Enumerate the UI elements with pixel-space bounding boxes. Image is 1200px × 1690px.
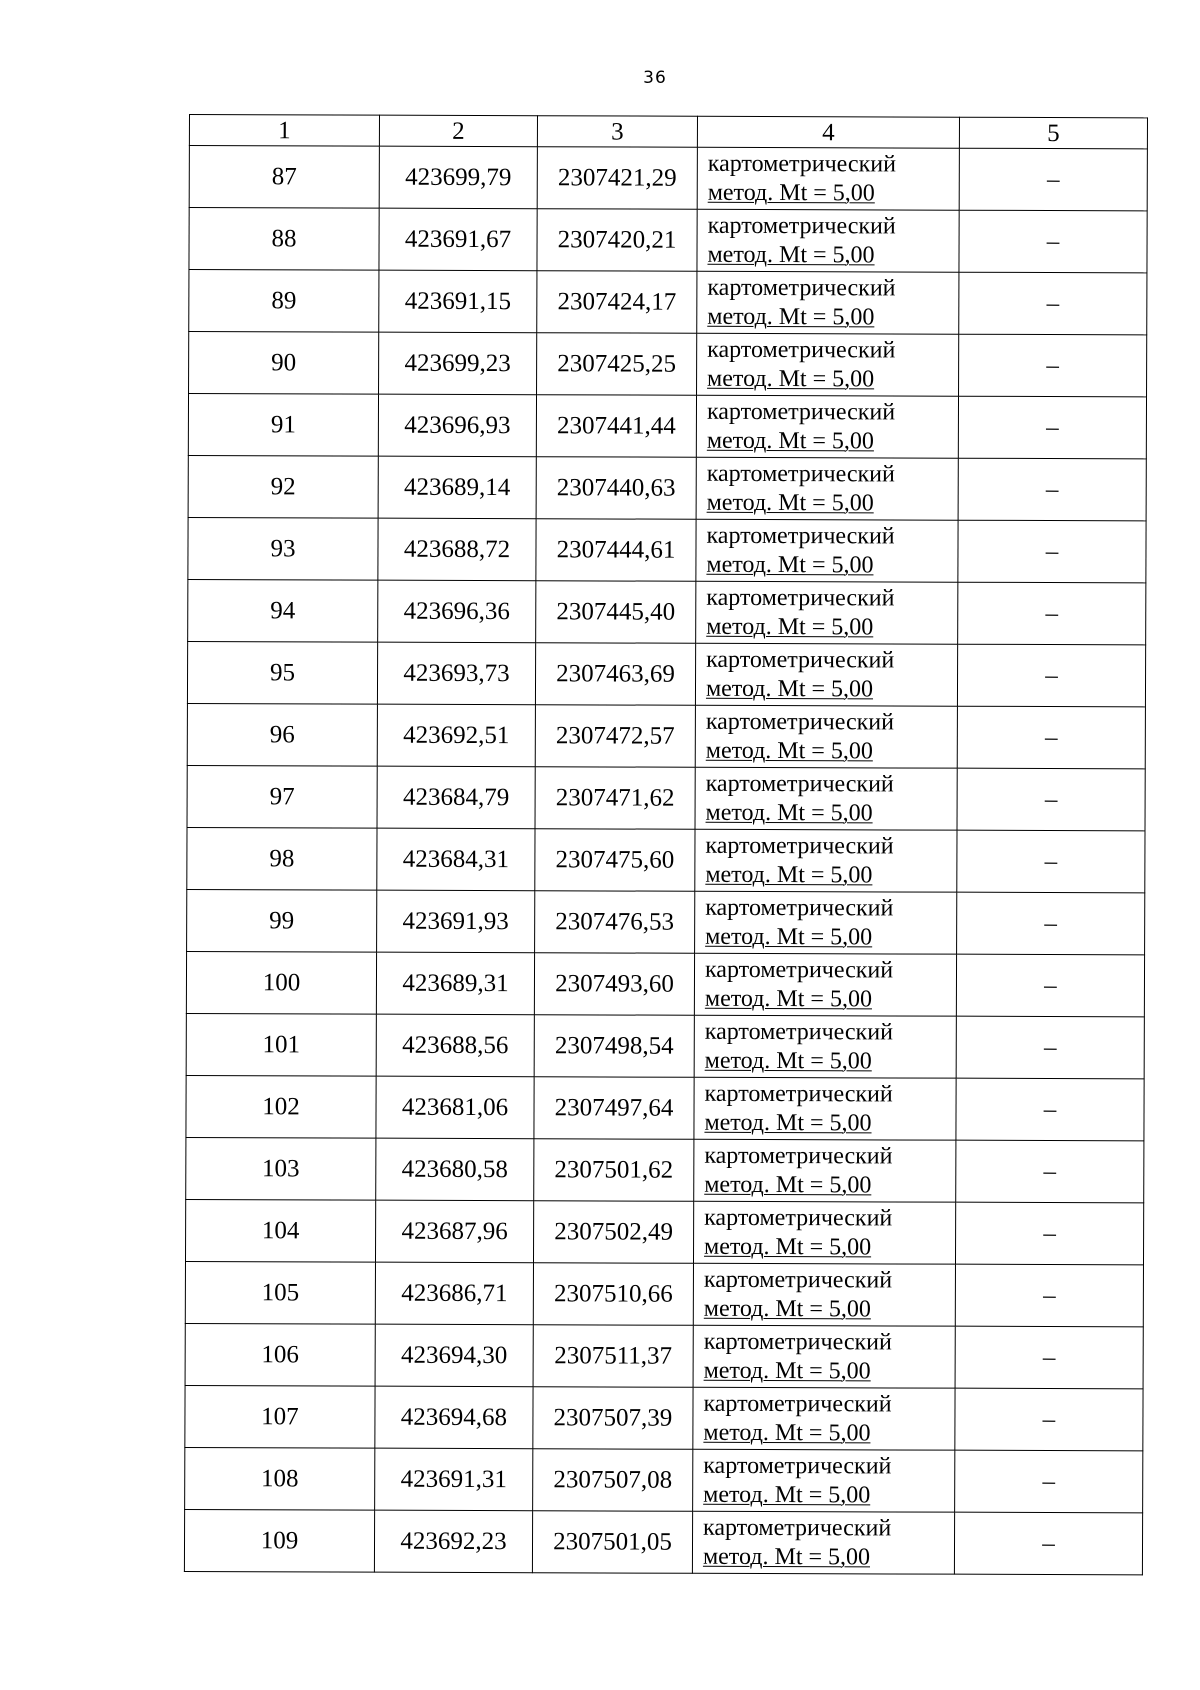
coord-x: 423692,23 bbox=[374, 1510, 532, 1573]
coord-y: 2307445,40 bbox=[536, 581, 696, 644]
method-name: картометрический bbox=[706, 460, 895, 487]
note-cell: – bbox=[956, 1016, 1144, 1079]
method-accuracy bbox=[705, 860, 956, 890]
method-accuracy-text: метод. Mt = 5,00 bbox=[705, 737, 873, 764]
point-number: 99 bbox=[187, 889, 377, 952]
header-col-2: 2 bbox=[379, 115, 537, 147]
note-cell: – bbox=[957, 892, 1145, 955]
method-cell bbox=[692, 1511, 954, 1574]
coord-x: 423696,36 bbox=[378, 580, 536, 643]
coord-y: 2307424,17 bbox=[537, 271, 697, 334]
method-cell bbox=[695, 891, 957, 954]
method-accuracy-text: метод. Mt = 5,00 bbox=[704, 985, 873, 1012]
coord-x: 423689,31 bbox=[376, 952, 534, 1015]
point-number: 94 bbox=[188, 579, 378, 642]
method-accuracy-text: метод. Mt = 5,00 bbox=[703, 1295, 871, 1322]
table-row bbox=[185, 1323, 1143, 1388]
table-row bbox=[189, 208, 1147, 273]
table-row bbox=[187, 703, 1145, 768]
note-cell: – bbox=[956, 1140, 1144, 1203]
table-row bbox=[187, 641, 1145, 706]
coord-y: 2307497,64 bbox=[534, 1077, 694, 1140]
method-accuracy bbox=[708, 178, 959, 208]
coord-x: 423691,15 bbox=[379, 270, 537, 333]
note-cell: – bbox=[959, 272, 1147, 335]
coord-y: 2307493,60 bbox=[534, 953, 694, 1016]
method-cell bbox=[694, 1015, 956, 1078]
point-number: 89 bbox=[189, 270, 379, 333]
point-number: 87 bbox=[189, 146, 379, 209]
method-cell bbox=[693, 1201, 955, 1264]
method-name: картометрический bbox=[704, 1080, 893, 1107]
method-name: картометрический bbox=[707, 274, 896, 301]
method-accuracy bbox=[705, 1046, 956, 1076]
table-row bbox=[188, 517, 1146, 582]
point-number: 106 bbox=[185, 1323, 375, 1386]
coord-y: 2307501,05 bbox=[532, 1511, 692, 1574]
coord-y: 2307475,60 bbox=[535, 829, 695, 892]
note-cell: – bbox=[958, 582, 1146, 645]
coord-x: 423680,58 bbox=[376, 1138, 534, 1201]
coord-x: 423692,51 bbox=[377, 704, 535, 767]
header-row bbox=[189, 115, 1147, 149]
coord-x: 423699,79 bbox=[379, 146, 537, 209]
header-col-3: 3 bbox=[537, 116, 697, 148]
note-cell: – bbox=[959, 334, 1147, 397]
method-accuracy-text: метод. Mt = 5,00 bbox=[707, 241, 875, 268]
coord-x: 423684,79 bbox=[377, 766, 535, 829]
coord-y: 2307463,69 bbox=[535, 643, 695, 706]
method-accuracy bbox=[706, 736, 957, 766]
note-cell: – bbox=[958, 396, 1146, 459]
method-name: картометрический bbox=[705, 894, 894, 921]
method-name: картометрический bbox=[706, 646, 895, 673]
note-cell: – bbox=[957, 830, 1145, 893]
table-row bbox=[186, 1075, 1144, 1140]
point-number: 109 bbox=[184, 1509, 374, 1572]
method-cell bbox=[695, 643, 957, 706]
method-accuracy bbox=[703, 1418, 954, 1448]
method-name: картометрический bbox=[703, 1390, 892, 1417]
method-cell bbox=[696, 581, 958, 644]
method-accuracy-text: метод. Mt = 5,00 bbox=[707, 179, 875, 206]
coordinates-table bbox=[184, 114, 1148, 1575]
method-accuracy bbox=[703, 1480, 954, 1510]
point-number: 90 bbox=[189, 332, 379, 395]
note-cell: – bbox=[956, 1078, 1144, 1141]
method-accuracy-text: метод. Mt = 5,00 bbox=[702, 1543, 871, 1570]
note-cell: – bbox=[958, 520, 1146, 583]
method-cell bbox=[697, 147, 959, 210]
method-accuracy bbox=[704, 1108, 955, 1138]
method-name: картометрический bbox=[704, 1018, 893, 1045]
coord-x: 423694,30 bbox=[375, 1324, 533, 1387]
method-accuracy-text: метод. Mt = 5,00 bbox=[706, 613, 874, 640]
table-row bbox=[185, 1261, 1143, 1326]
table-row bbox=[189, 270, 1147, 335]
method-accuracy bbox=[706, 612, 957, 642]
point-number: 92 bbox=[188, 455, 378, 518]
point-number: 96 bbox=[187, 703, 377, 766]
method-name: картометрический bbox=[703, 1514, 892, 1541]
method-name: картометрический bbox=[704, 1204, 893, 1231]
method-name: картометрический bbox=[705, 770, 894, 797]
method-accuracy bbox=[705, 984, 956, 1014]
note-cell: – bbox=[957, 706, 1145, 769]
coord-y: 2307507,39 bbox=[533, 1387, 693, 1450]
header-col-4: 4 bbox=[697, 116, 959, 148]
method-accuracy-text: метод. Mt = 5,00 bbox=[703, 1357, 871, 1384]
method-accuracy-text: метод. Mt = 5,00 bbox=[706, 551, 874, 578]
table-row bbox=[185, 1385, 1143, 1450]
method-accuracy-text: метод. Mt = 5,00 bbox=[703, 1419, 871, 1446]
table-row bbox=[189, 146, 1147, 211]
point-number: 91 bbox=[188, 394, 378, 457]
method-name: картометрический bbox=[704, 1142, 893, 1169]
coord-y: 2307498,54 bbox=[534, 1015, 694, 1078]
coord-x: 423688,72 bbox=[378, 518, 536, 581]
coord-y: 2307441,44 bbox=[536, 395, 696, 458]
method-cell bbox=[695, 767, 957, 830]
method-name: картометрический bbox=[703, 1328, 892, 1355]
method-name: картометрический bbox=[707, 212, 896, 239]
point-number: 103 bbox=[186, 1137, 376, 1200]
method-accuracy-text: метод. Mt = 5,00 bbox=[706, 489, 874, 516]
point-number: 100 bbox=[186, 951, 376, 1014]
table-row bbox=[188, 394, 1146, 459]
method-name: картометрический bbox=[706, 398, 896, 425]
coord-y: 2307471,62 bbox=[535, 767, 695, 830]
coord-y: 2307420,21 bbox=[537, 209, 697, 272]
method-accuracy-text: метод. Mt = 5,00 bbox=[703, 1481, 871, 1508]
method-name: картометрический bbox=[703, 1452, 892, 1479]
method-cell bbox=[696, 457, 958, 520]
method-cell bbox=[694, 1077, 956, 1140]
table-row bbox=[186, 1137, 1144, 1202]
note-cell: – bbox=[957, 644, 1145, 707]
coord-x: 423693,73 bbox=[377, 642, 535, 705]
method-cell bbox=[695, 705, 957, 768]
coord-x: 423699,23 bbox=[379, 332, 537, 395]
method-name: картометрический bbox=[706, 522, 895, 549]
note-cell: – bbox=[955, 1264, 1143, 1327]
method-accuracy-text: метод. Mt = 5,00 bbox=[705, 861, 873, 888]
table-row bbox=[189, 332, 1147, 397]
coord-y: 2307502,49 bbox=[533, 1201, 693, 1264]
method-name: картометрический bbox=[705, 708, 895, 735]
coord-x: 423691,93 bbox=[377, 890, 535, 953]
method-cell bbox=[695, 829, 957, 892]
method-accuracy bbox=[705, 922, 956, 952]
coord-x: 423687,96 bbox=[375, 1200, 533, 1263]
method-accuracy-text: метод. Mt = 5,00 bbox=[704, 1047, 872, 1074]
method-accuracy bbox=[707, 488, 958, 518]
method-accuracy bbox=[706, 550, 957, 580]
coord-y: 2307507,08 bbox=[533, 1449, 693, 1512]
note-cell: – bbox=[956, 954, 1144, 1017]
point-number: 105 bbox=[185, 1261, 375, 1324]
method-cell bbox=[697, 333, 959, 396]
table-body bbox=[184, 146, 1147, 1575]
table-row bbox=[185, 1199, 1143, 1264]
point-number: 104 bbox=[185, 1199, 375, 1262]
method-accuracy-text: метод. Mt = 5,00 bbox=[707, 365, 875, 392]
point-number: 97 bbox=[187, 765, 377, 828]
table-row bbox=[184, 1509, 1142, 1574]
note-cell: – bbox=[955, 1388, 1143, 1451]
method-cell bbox=[694, 953, 956, 1016]
coord-x: 423694,68 bbox=[375, 1386, 533, 1449]
method-accuracy-text: метод. Mt = 5,00 bbox=[706, 427, 874, 454]
method-accuracy-text: метод. Mt = 5,00 bbox=[704, 1233, 872, 1260]
page-number: 36 bbox=[643, 68, 667, 88]
point-number: 93 bbox=[188, 517, 378, 580]
method-name: картометрический bbox=[704, 956, 894, 983]
note-cell: – bbox=[954, 1512, 1142, 1575]
table-row bbox=[187, 827, 1145, 892]
note-cell: – bbox=[955, 1202, 1143, 1265]
coord-y: 2307511,37 bbox=[533, 1325, 693, 1388]
coord-y: 2307421,29 bbox=[537, 147, 697, 210]
table-header bbox=[189, 115, 1147, 149]
method-cell bbox=[693, 1387, 955, 1450]
method-accuracy bbox=[707, 364, 958, 394]
coord-x: 423696,93 bbox=[378, 394, 536, 457]
point-number: 108 bbox=[185, 1447, 375, 1510]
note-cell: – bbox=[955, 1326, 1143, 1389]
method-accuracy-text: метод. Mt = 5,00 bbox=[707, 303, 875, 330]
coord-y: 2307425,25 bbox=[537, 333, 697, 396]
note-cell: – bbox=[959, 210, 1147, 273]
note-cell: – bbox=[958, 458, 1146, 521]
method-name: картометрический bbox=[705, 832, 894, 859]
note-cell: – bbox=[957, 768, 1145, 831]
coord-x: 423689,14 bbox=[378, 456, 536, 519]
method-accuracy bbox=[707, 426, 958, 456]
coord-y: 2307510,66 bbox=[533, 1263, 693, 1326]
method-accuracy bbox=[704, 1356, 955, 1386]
point-number: 101 bbox=[186, 1013, 376, 1076]
table-row bbox=[186, 951, 1144, 1016]
method-cell bbox=[697, 271, 959, 334]
method-accuracy-text: метод. Mt = 5,00 bbox=[705, 675, 874, 702]
method-cell bbox=[693, 1325, 955, 1388]
method-accuracy bbox=[706, 674, 957, 704]
method-accuracy-text: метод. Mt = 5,00 bbox=[704, 1109, 872, 1136]
method-name: картометрический bbox=[707, 336, 896, 363]
method-cell bbox=[693, 1449, 955, 1512]
method-cell bbox=[693, 1263, 955, 1326]
coord-x: 423688,56 bbox=[376, 1014, 534, 1077]
coord-x: 423691,67 bbox=[379, 208, 537, 271]
method-accuracy bbox=[707, 240, 958, 270]
header-col-1: 1 bbox=[189, 115, 379, 147]
coord-y: 2307440,63 bbox=[536, 457, 696, 520]
table-row bbox=[187, 889, 1145, 954]
coord-y: 2307472,57 bbox=[535, 705, 695, 768]
coord-x: 423691,31 bbox=[375, 1448, 533, 1511]
method-accuracy-text: метод. Mt = 5,00 bbox=[705, 799, 873, 826]
header-col-5: 5 bbox=[959, 117, 1147, 149]
table-row bbox=[188, 455, 1146, 520]
method-cell bbox=[697, 209, 959, 272]
coord-y: 2307501,62 bbox=[534, 1139, 694, 1202]
point-number: 102 bbox=[186, 1075, 376, 1138]
coord-x: 423686,71 bbox=[375, 1262, 533, 1325]
table-row bbox=[185, 1447, 1143, 1512]
point-number: 95 bbox=[187, 641, 377, 704]
table-row bbox=[188, 579, 1146, 644]
method-cell bbox=[694, 1139, 956, 1202]
point-number: 98 bbox=[187, 827, 377, 890]
table-row bbox=[186, 1013, 1144, 1078]
table-row bbox=[187, 765, 1145, 830]
method-cell bbox=[696, 519, 958, 582]
point-number: 107 bbox=[185, 1385, 375, 1448]
method-accuracy bbox=[703, 1542, 954, 1572]
note-cell: – bbox=[959, 148, 1147, 211]
method-accuracy bbox=[704, 1170, 955, 1200]
method-accuracy bbox=[704, 1232, 955, 1262]
method-name: картометрический bbox=[707, 150, 897, 177]
coord-x: 423684,31 bbox=[377, 828, 535, 891]
note-cell: – bbox=[955, 1450, 1143, 1513]
method-accuracy bbox=[707, 302, 958, 332]
point-number: 88 bbox=[189, 208, 379, 271]
method-accuracy bbox=[704, 1294, 955, 1324]
method-cell bbox=[696, 395, 958, 458]
method-accuracy bbox=[706, 798, 957, 828]
method-accuracy-text: метод. Mt = 5,00 bbox=[705, 923, 873, 950]
method-name: картометрический bbox=[703, 1266, 893, 1293]
method-accuracy-text: метод. Mt = 5,00 bbox=[704, 1171, 872, 1198]
coord-x: 423681,06 bbox=[376, 1076, 534, 1139]
method-name: картометрический bbox=[706, 584, 895, 611]
coord-y: 2307476,53 bbox=[535, 891, 695, 954]
coord-y: 2307444,61 bbox=[536, 519, 696, 582]
